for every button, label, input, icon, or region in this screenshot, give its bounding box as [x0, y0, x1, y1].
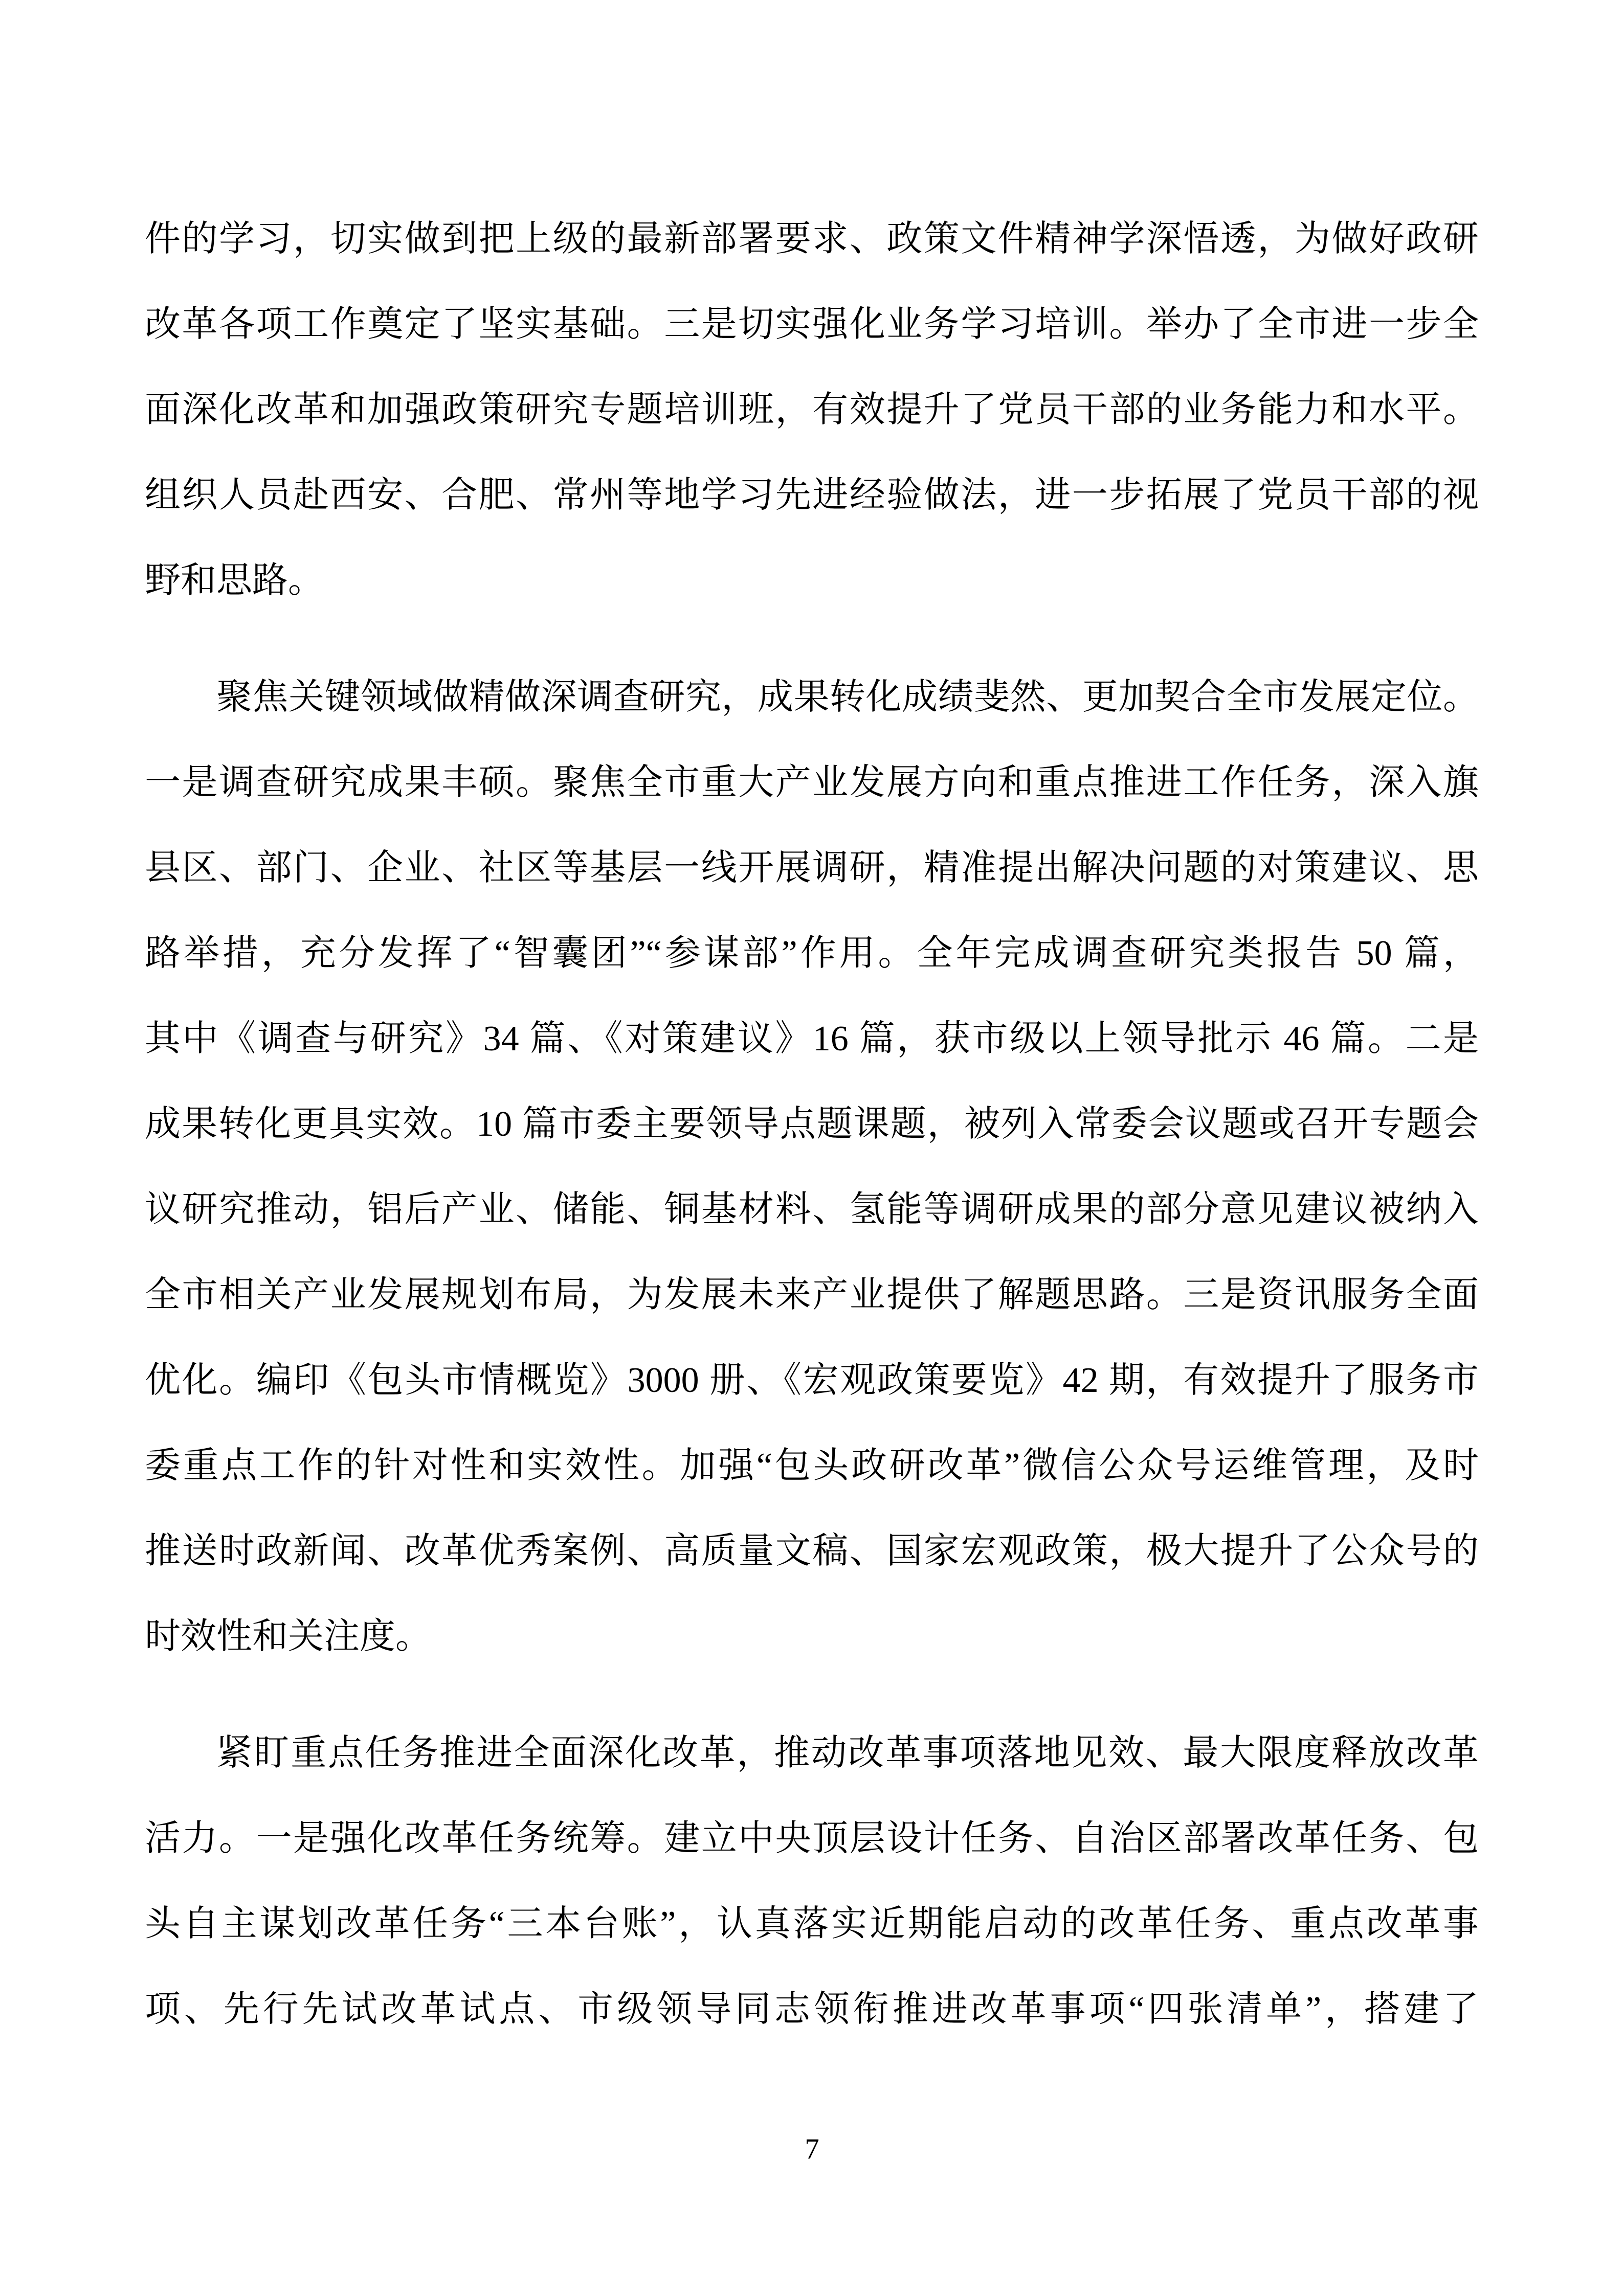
- text-line: 全市相关产业发展规划布局，为发展未来产业提供了解题思路。三是资讯服务全面: [145, 1275, 1479, 1315]
- text-line: 活力。一是强化改革任务统筹。建立中央顶层设计任务、自治区部署改革任务、包: [145, 1819, 1479, 1858]
- text-line: 头自主谋划改革任务“三本台账”，认真落实近期能启动的改革任务、重点改革事: [145, 1904, 1479, 1944]
- paragraph: [145, 655, 1479, 1679]
- document-body: [145, 196, 1479, 2052]
- text-line: 一是调查研究成果丰硕。聚焦全市重大产业发展方向和重点推进工作任务，深入旗: [145, 763, 1479, 802]
- text-line: 项、先行先试改革试点、市级领导同志领衔推进改革事项“四张清单”，搭建了: [145, 1990, 1479, 2029]
- text-line: 委重点工作的针对性和实效性。加强“包头政研改革”微信公众号运维管理，及时: [145, 1446, 1479, 1485]
- text-line: 组织人员赴西安、合肥、常州等地学习先进经验做法，进一步拓展了党员干部的视: [145, 476, 1479, 515]
- paragraph: [145, 1710, 1479, 2052]
- text-line: 时效性和关注度。: [145, 1617, 431, 1656]
- text-line: 改革各项工作奠定了坚实基础。三是切实强化业务学习培训。举办了全市进一步全: [145, 305, 1479, 344]
- text-line: 推送时政新闻、改革优秀案例、高质量文稿、国家宏观政策，极大提升了公众号的: [145, 1532, 1479, 1571]
- text-line: 野和思路。: [145, 561, 324, 600]
- paragraph: [145, 196, 1479, 623]
- text-line: 县区、部门、企业、社区等基层一线开展调研，精准提出解决问题的对策建议、思: [145, 848, 1479, 888]
- text-line: 优化。编印《包头市情概览》3000 册、《宏观政策要览》42 期，有效提升了服务市: [145, 1361, 1479, 1400]
- text-line: 面深化改革和加强政策研究专题培训班，有效提升了党员干部的业务能力和水平。: [145, 390, 1479, 430]
- text-line: 紧盯重点任务推进全面深化改革，推动改革事项落地见效、最大限度释放改革: [216, 1734, 1479, 1773]
- text-line: 其中《调查与研究》34 篇、《对策建议》16 篇，获市级以上领导批示 46 篇。二是: [145, 1019, 1479, 1059]
- text-line: 路举措，充分发挥了“智囊团”“参谋部”作用。全年完成调查研究类报告 50 篇，: [145, 934, 1479, 973]
- text-line: 成果转化更具实效。10 篇市委主要领导点题课题，被列入常委会议题或召开专题会: [145, 1105, 1479, 1144]
- text-line: 议研究推动，铝后产业、储能、铜基材料、氢能等调研成果的部分意见建议被纳入: [145, 1190, 1479, 1229]
- page-number: 7: [805, 2133, 819, 2165]
- text-line: 件的学习，切实做到把上级的最新部署要求、政策文件精神学深悟透，为做好政研: [145, 219, 1479, 259]
- text-line: 聚焦关键领域做精做深调查研究，成果转化成绩斐然、更加契合全市发展定位。: [216, 678, 1479, 717]
